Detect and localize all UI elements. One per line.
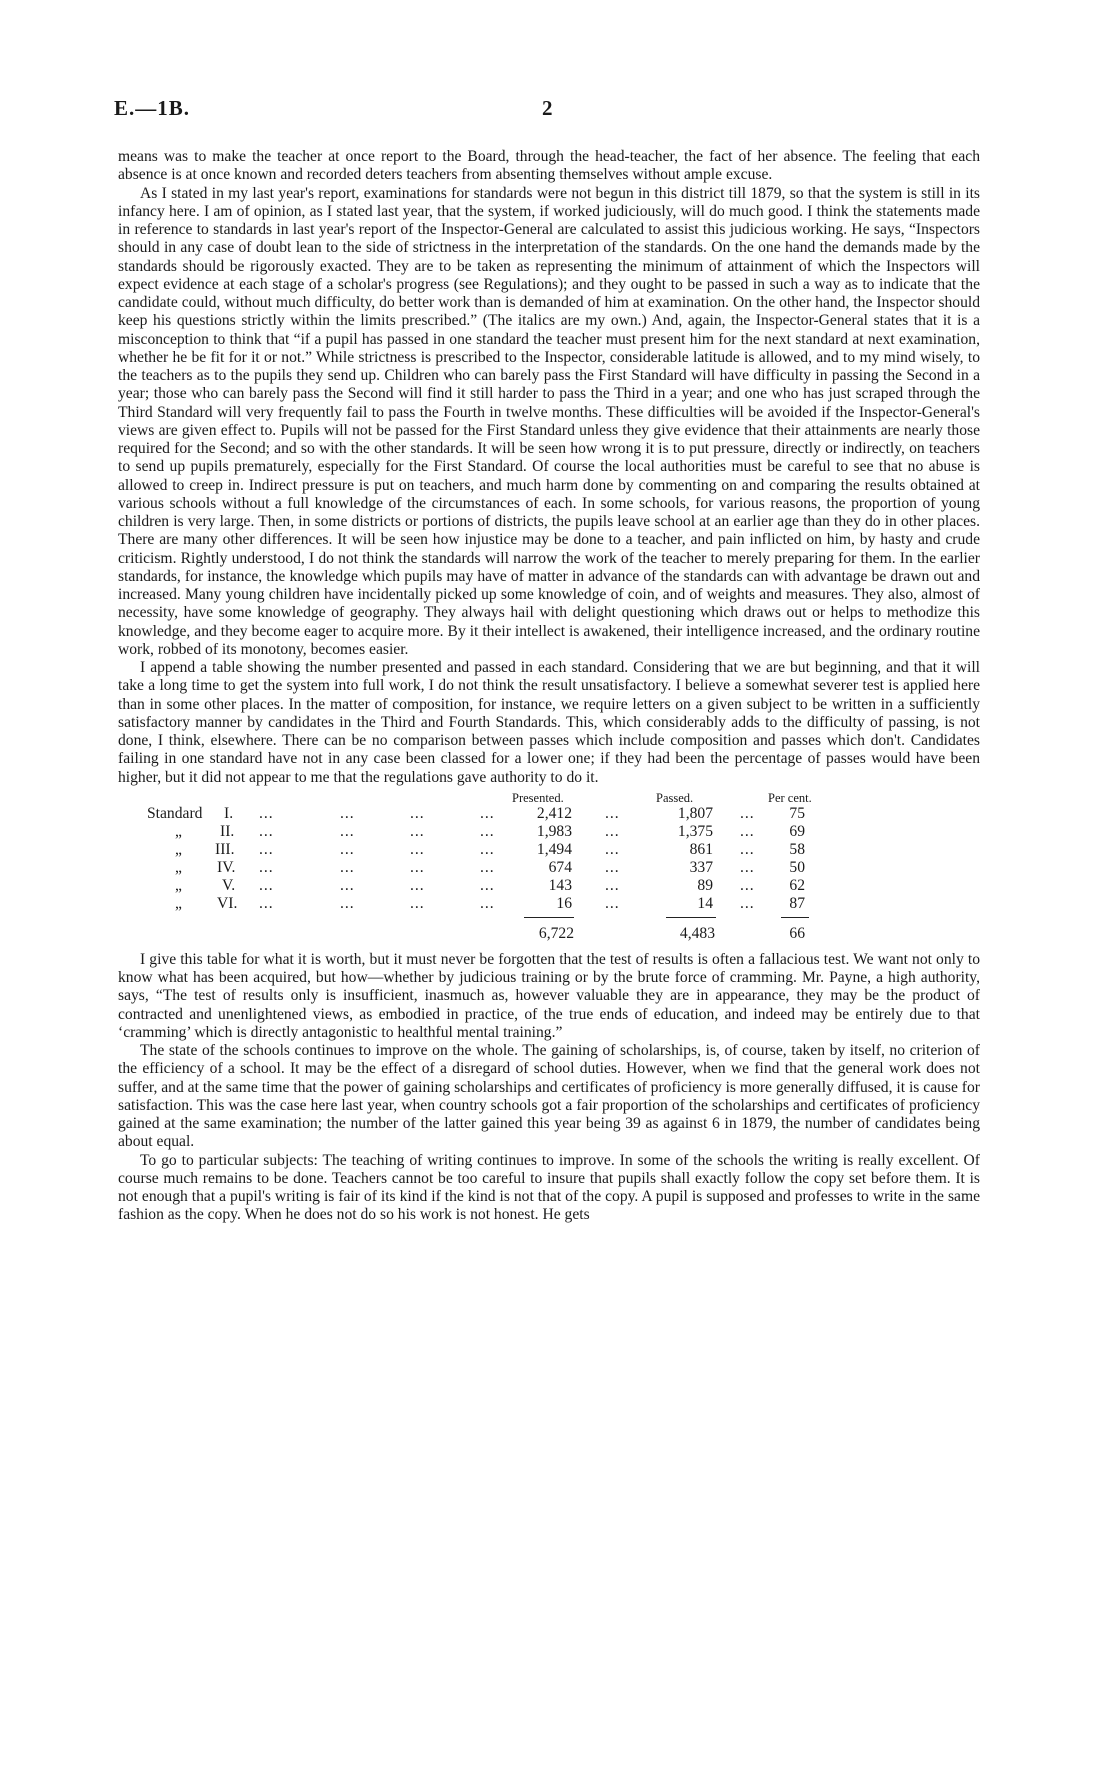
leader-dots: ... xyxy=(605,804,620,822)
ditto-mark: „ xyxy=(175,822,182,840)
ditto-mark: „ xyxy=(175,894,182,912)
col-header-percent: Per cent. xyxy=(768,790,812,805)
standard-numeral: II. xyxy=(220,822,235,840)
col-header-passed: Passed. xyxy=(656,790,694,805)
leader-dots: ... xyxy=(480,804,495,822)
paragraph: I give this table for what it is worth, but it must never be forgotten that the test of results is often a fallacious test. We want not only to know what has been acquired, but how—whether by judicious training or by the brute force of cramming. Mr. Payne, a high authority, says, “The test of results only is insufficient, inasmuch as, however valuable they are in appearance, they may be the product of contracted and unenlightened views, as embodied in practice, of the true ends of education, and indeed may be entirely due to that ‘cramming’ which is directly antagonistic to healthful mental training.” xyxy=(118,950,980,1041)
paragraph: To go to particular subjects: The teaching of writing continues to improve. In some of the schools the writing is really excellent. Of course much remains to be done. Teachers cannot be too careful to insure that pupils shall exactly follow the copy set before them. It is not enough that a pupil's writing is fair of its kind if the kind is not that of the copy. A pupil is supposed and professes to write in the same fashion as the copy. When he does not do so his work is not honest. He gets xyxy=(118,1151,980,1224)
passed-value: 861 xyxy=(689,840,713,858)
standard-numeral: I. xyxy=(224,804,234,822)
total-rule-percent xyxy=(781,917,809,918)
passed-value: 1,375 xyxy=(677,822,713,840)
paragraph: The state of the schools continues to improve on the whole. The gaining of scholarships, is, of course, taken by itself, no criterion of the efficiency of a school. It may be the effect of a disregard of school duties. However, when we find that the general work does not suffer, and at the same time that the power of gaining scholarships and certificates of proficiency is more generally diffused, it is cause for satisfaction. This was the case here last year, when country schools got a fair proportion of the scholarships and certificates of proficiency gained at the same examination; the number of the latter gained this year being 39 as against 6 in 1879, the number of candidates being about equal. xyxy=(118,1042,980,1151)
total-rule-presented xyxy=(524,917,574,918)
leader-dots: ... xyxy=(340,876,355,894)
leader-dots: ... xyxy=(259,876,274,894)
leader-dots: ... xyxy=(605,840,620,858)
leader-dots: ... xyxy=(259,840,274,858)
leader-dots: ... xyxy=(340,894,355,912)
paragraph: As I stated in my last year's report, examinations for standards were not begun in this district till 1879, so that the system is still in its infancy here. I am of opinion, as I stated last year, that the system, if worked judiciously, will do much good. I think the statements made in reference to standards in last year's report of the Inspector-General are calculated to assist this judicious working. He says, “Inspectors should in any case of doubt lean to the side of strictness in the interpretation of the standards. On the one hand the demands made by the standards should be rigorously exacted. They are to be taken as representing the minimum of attainment of which the Inspectors will expect evidence at each stage of a scholar's progress (see Regulations); and they ought to be passed in such a way as to indicate that the candidate could, without much difficulty, do better work than is demanded of him at examination. On the other hand, the Inspector should keep his questions strictly within the limits prescribed.” (The italics are my own.) And, again, the Inspector-General states that it is a misconception to think that “if a pupil has passed in one standard the teacher must present him for the next standard at next examination, whether he be fit for it or not.” While strictness is prescribed to the Inspector, considerable latitude is allowed, and to my mind wisely, to the teachers as to the pupils they send up. Children who can barely pass the First Standard will have difficulty in passing the Second in a year; those who can barely pass the Second will find it still harder to pass the Third in a year; and one who has just scraped through the Third Standard will very frequently fail to pass the Fourth in twelve months. These difficulties will be avoided if the Inspector-General's views are given effect to. Pupils will not be passed for the First Standard unless they give evidence that their attainments are nearly those required for the Second; and so with the other standards. It will be seen how wrong it is to put pressure, directly or indirectly, on teachers to send up pupils prematurely, especially for the First Standard. Of course the local authorities must be careful to see that no abuse is allowed to creep in. Indirect pressure is put on teachers, and much harm done by commenting on and comparing the results obtained at various schools without a full knowledge of the circumstances of each. In some schools, for various reasons, the proportion of young children is very large. Then, in some districts or portions of districts, the pupils leave school at an earlier age than they do in other places. There are many other differences. It will be seen how injustice may be done to a teacher, and pain inflicted on him, by hasty and crude criticism. Rightly understood, I do not think the standards will narrow the work of the teacher to merely preparing for them. In the earlier standards, for instance, the knowledge which pupils may have of matter in advance of the standards can with advantage be drawn out and increased. Many young children have incidentally picked up some knowledge of coin, and of weights and measures. They also, almost of necessity, have some knowledge of geography. They always hail with delight questioning which draws out or helps to methodize this knowledge, and they become eager to acquire more. By it their intellect is awakened, their intelligence increased, and the ordinary routine work, robbed of its monotony, becomes easier. xyxy=(118,184,980,658)
leader-dots: ... xyxy=(480,858,495,876)
leader-dots: ... xyxy=(740,894,755,912)
percent-value: 62 xyxy=(789,876,805,894)
leader-dots: ... xyxy=(740,876,755,894)
presented-value: 1,983 xyxy=(536,822,572,840)
leader-dots: ... xyxy=(605,894,620,912)
leader-dots: ... xyxy=(410,894,425,912)
ditto-mark: „ xyxy=(175,876,182,894)
leader-dots: ... xyxy=(410,822,425,840)
percent-value: 87 xyxy=(789,894,805,912)
leader-dots: ... xyxy=(480,822,495,840)
paragraph: means was to make the teacher at once report to the Board, through the head-teacher, the fact of her absence. The feeling that each absence is at once known and recorded deters teachers from absenting themselves without ample excuse. xyxy=(118,148,980,184)
total-presented: 6,722 xyxy=(538,924,574,942)
row-label: Standard xyxy=(147,804,203,822)
total-passed: 4,483 xyxy=(679,924,715,942)
standard-numeral: VI. xyxy=(217,894,238,912)
passed-value: 1,807 xyxy=(677,804,713,822)
total-rule-passed xyxy=(666,917,716,918)
leader-dots: ... xyxy=(259,894,274,912)
total-percent: 66 xyxy=(789,924,805,942)
passed-value: 14 xyxy=(697,894,713,912)
leader-dots: ... xyxy=(410,876,425,894)
leader-dots: ... xyxy=(340,822,355,840)
standard-numeral: V. xyxy=(222,876,236,894)
leader-dots: ... xyxy=(340,804,355,822)
leader-dots: ... xyxy=(740,804,755,822)
leader-dots: ... xyxy=(480,840,495,858)
paragraph: I append a table showing the number presented and passed in each standard. Considering that we are but beginning, and that it will take a long time to get the system into full work, I do not think the result unsatisfactory. I believe a somewhat severer test is applied here than in some other places. In the matter of composition, for instance, we require letters on a given subject to be written in a sufficiently satisfactory manner by candidates in the Third and Fourth Standards. This, which considerably adds to the difficulty of passing, is not done, I think, elsewhere. There can be no comparison between passes which include composition and passes which don't. Candidates failing in one standard have not in any case been classed for a lower one; if they had been the percentage of passes would have been higher, but it did not appear to me that the regulations gave authority to do it. xyxy=(118,659,980,786)
leader-dots: ... xyxy=(740,840,755,858)
leader-dots: ... xyxy=(480,876,495,894)
leader-dots: ... xyxy=(605,876,620,894)
body-text-after-table xyxy=(118,951,980,1225)
leader-dots: ... xyxy=(259,822,274,840)
page-number: 2 xyxy=(542,96,553,120)
standard-numeral: III. xyxy=(215,840,235,858)
leader-dots: ... xyxy=(259,858,274,876)
leader-dots: ... xyxy=(740,858,755,876)
leader-dots: ... xyxy=(410,858,425,876)
document-code: E.—1B. xyxy=(114,96,191,120)
percent-value: 58 xyxy=(789,840,805,858)
presented-value: 143 xyxy=(548,876,572,894)
presented-value: 1,494 xyxy=(536,840,572,858)
percent-value: 75 xyxy=(789,804,805,822)
percent-value: 69 xyxy=(789,822,805,840)
body-text-before-table xyxy=(118,148,980,787)
standard-numeral: IV. xyxy=(217,858,236,876)
passed-value: 337 xyxy=(689,858,713,876)
leader-dots: ... xyxy=(605,822,620,840)
leader-dots: ... xyxy=(605,858,620,876)
presented-value: 16 xyxy=(556,894,572,912)
leader-dots: ... xyxy=(410,804,425,822)
leader-dots: ... xyxy=(259,804,274,822)
passed-value: 89 xyxy=(697,876,713,894)
ditto-mark: „ xyxy=(175,840,182,858)
leader-dots: ... xyxy=(340,858,355,876)
percent-value: 50 xyxy=(789,858,805,876)
leader-dots: ... xyxy=(410,840,425,858)
leader-dots: ... xyxy=(740,822,755,840)
ditto-mark: „ xyxy=(175,858,182,876)
leader-dots: ... xyxy=(340,840,355,858)
col-header-presented: Presented. xyxy=(512,790,564,805)
presented-value: 2,412 xyxy=(536,804,572,822)
presented-value: 674 xyxy=(548,858,572,876)
document-page xyxy=(114,96,980,1225)
standards-table xyxy=(118,787,980,951)
leader-dots: ... xyxy=(480,894,495,912)
page-header xyxy=(114,96,980,126)
